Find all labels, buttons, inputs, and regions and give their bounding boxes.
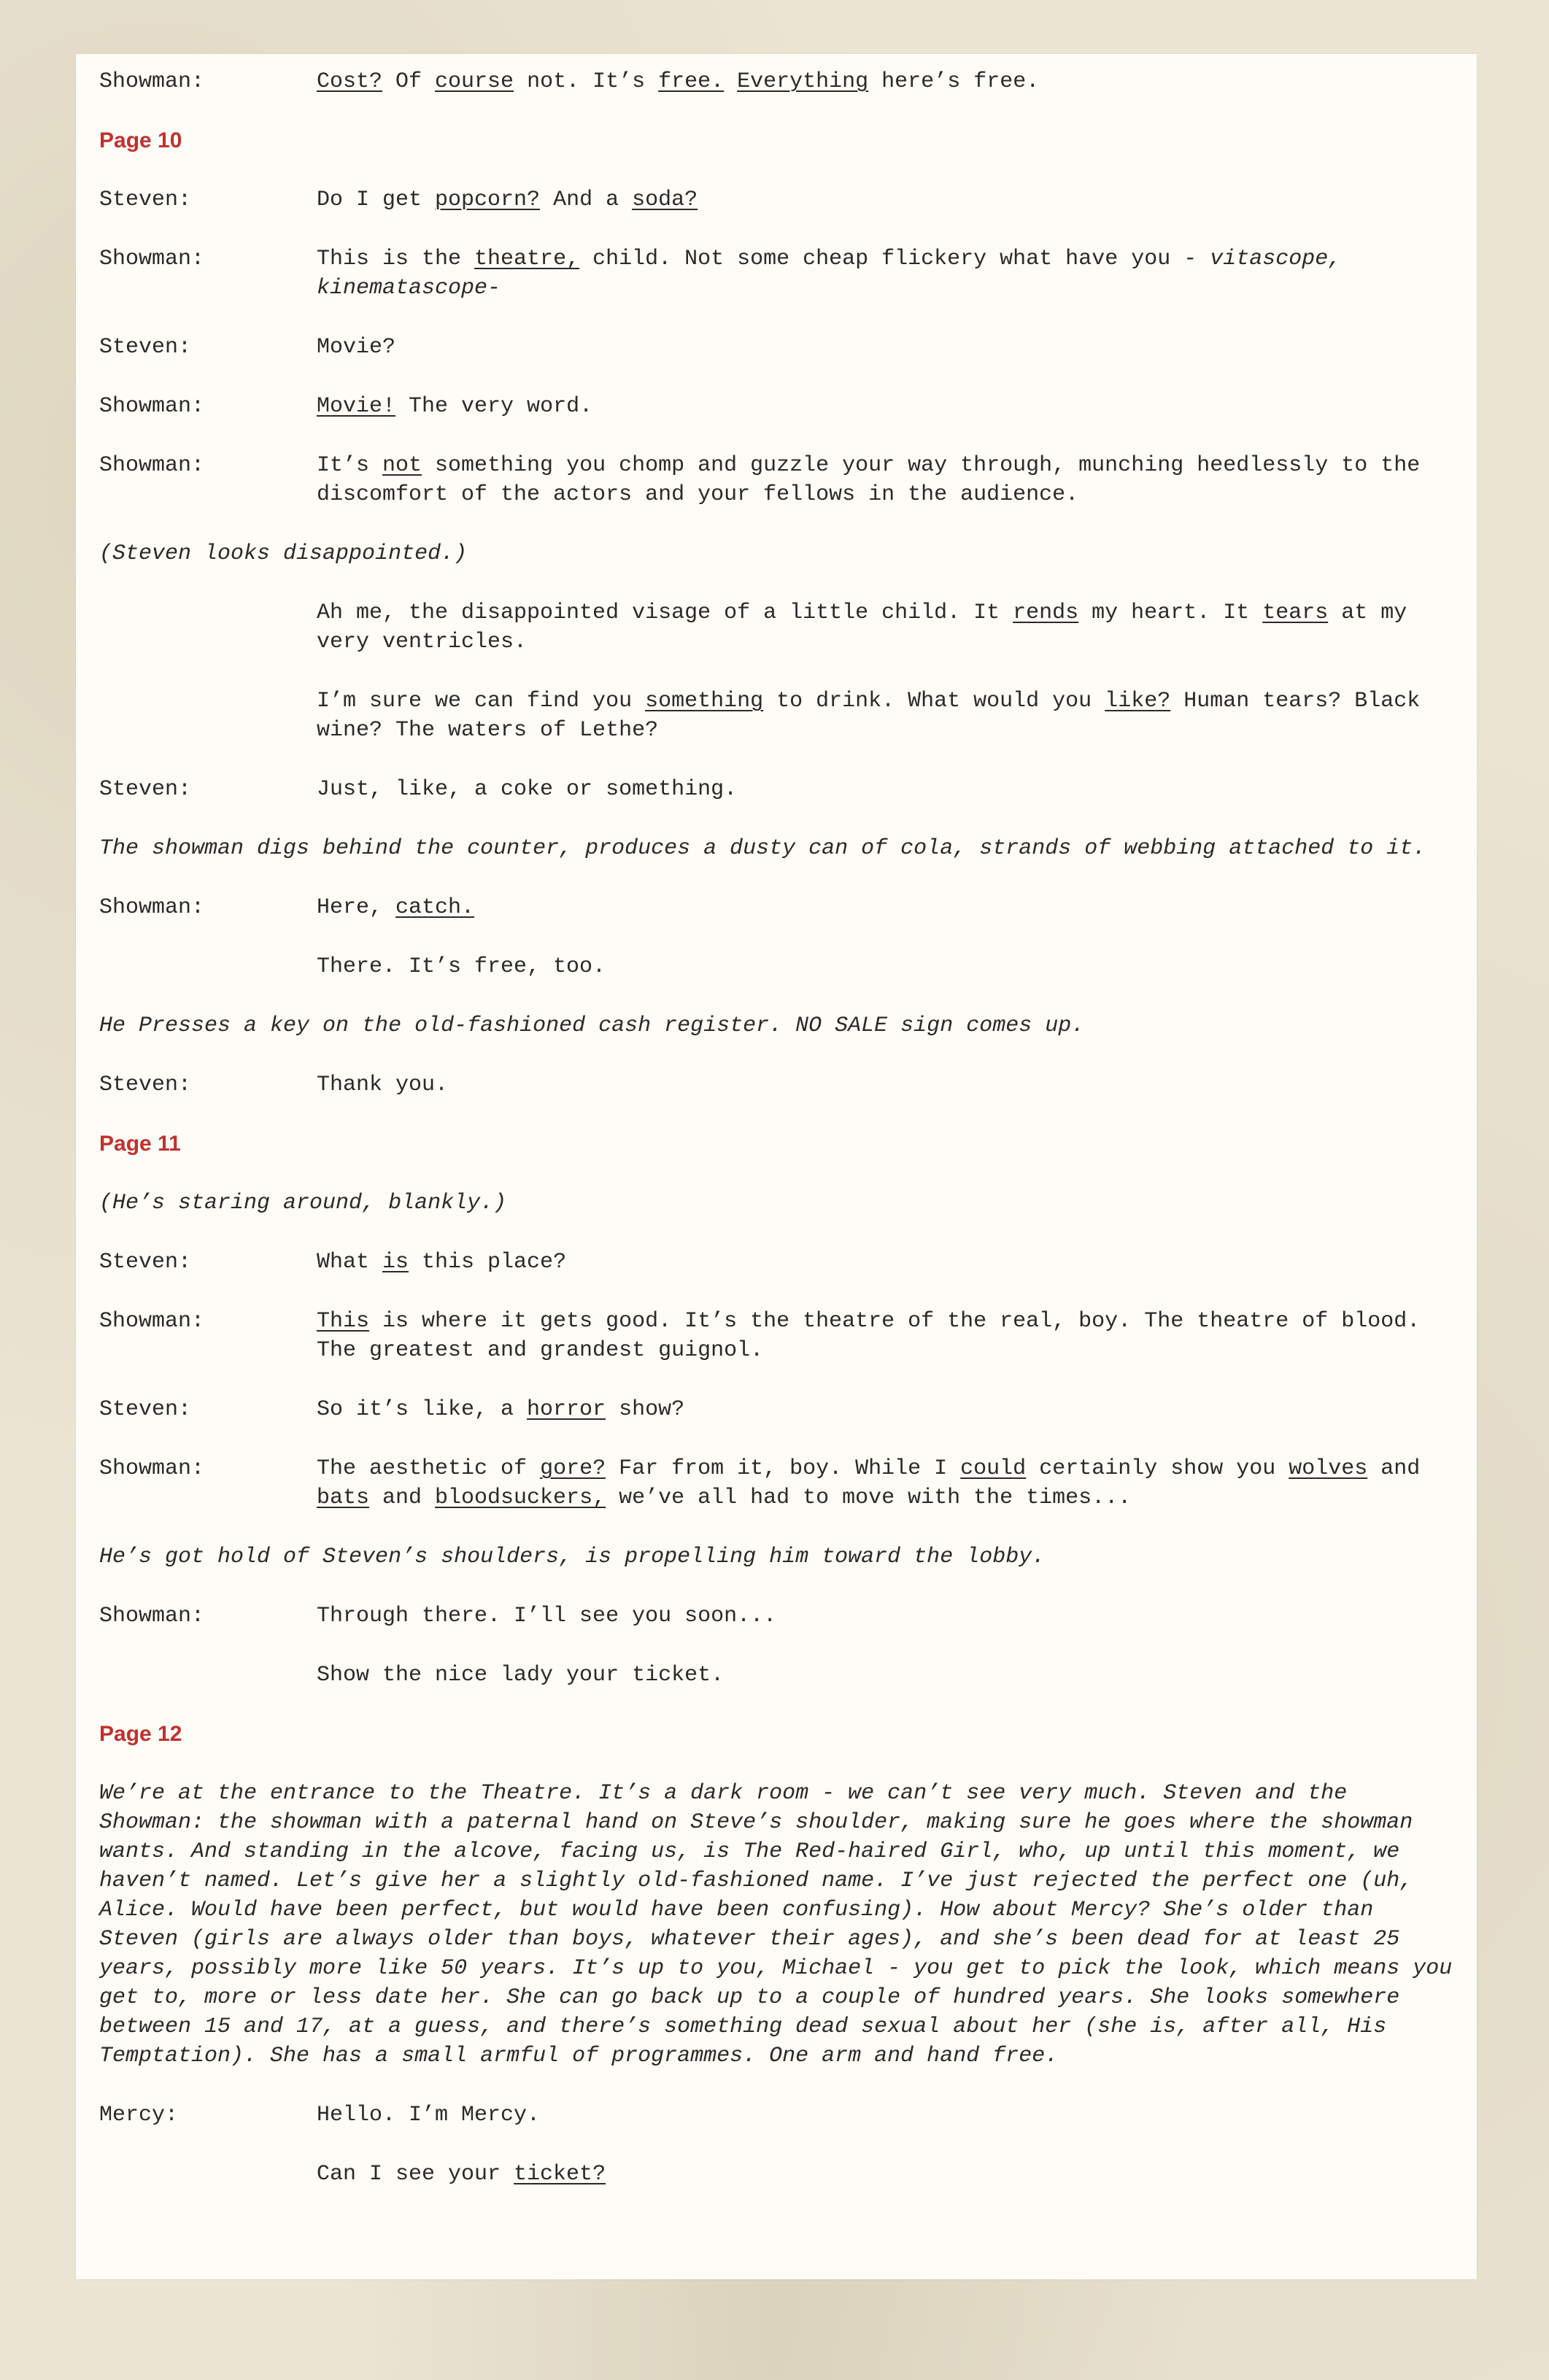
dialogue-text xyxy=(317,1454,1456,1512)
page-heading: Page 11 xyxy=(99,1132,181,1156)
speaker-name: Showman: xyxy=(99,1604,205,1628)
dialogue-line xyxy=(99,1307,1456,1365)
speaker-name: Steven: xyxy=(99,188,192,212)
underlined-text: ticket? xyxy=(514,2162,606,2187)
dialogue-text xyxy=(317,333,1456,362)
underlined-text: wolves xyxy=(1289,1456,1368,1481)
text-run: So it’s like, a xyxy=(317,1397,528,1422)
dialogue-continuation xyxy=(99,687,1456,745)
speaker-name: Steven: xyxy=(99,1073,192,1097)
speaker-name: Showman: xyxy=(99,1456,205,1481)
text-run xyxy=(724,69,737,94)
dialogue-continuation xyxy=(99,1661,1456,1690)
dialogue-text xyxy=(317,451,1456,509)
text-run: There. It’s free, too. xyxy=(317,954,606,979)
underlined-text: theatre, xyxy=(474,247,580,271)
speaker-name: Showman: xyxy=(99,453,205,478)
underlined-text: not xyxy=(382,453,422,478)
stage-direction: He Presses a key on the old-fashioned cash register. NO SALE sign comes up. xyxy=(99,1013,1085,1038)
text-run: to drink. What would you xyxy=(763,689,1105,714)
dialogue-text xyxy=(317,1307,1456,1365)
dialogue-text xyxy=(317,244,1456,303)
text-run: Here, xyxy=(317,895,396,920)
text-run: certainly show you xyxy=(1026,1456,1289,1481)
text-run: child. Not some cheap flickery what have you - xyxy=(579,247,1210,271)
dialogue-continuation xyxy=(99,2160,1456,2189)
speaker-name: Mercy: xyxy=(99,2103,179,2128)
underlined-text: horror xyxy=(527,1397,606,1422)
underlined-text: Movie! xyxy=(317,394,396,419)
text-run: Just, like, a coke or something. xyxy=(317,777,738,802)
stage-direction: The showman digs behind the counter, produces a dusty can of cola, strands of webbing attached to it. xyxy=(99,836,1426,861)
text-run: we’ve all had to move with the times... xyxy=(606,1485,1132,1510)
dialogue-text xyxy=(317,775,1456,804)
dialogue-line xyxy=(99,333,1456,362)
dialogue-text xyxy=(317,2101,1456,2130)
dialogue-text xyxy=(317,392,1456,421)
underlined-text: soda? xyxy=(632,188,698,212)
dialogue-line xyxy=(99,1070,1456,1100)
dialogue-line xyxy=(99,1248,1456,1277)
text-run: is where it gets good. It’s the theatre of the real, boy. The theatre of blood. The greatest and grandest guignol. xyxy=(317,1309,1421,1363)
dialogue-text xyxy=(317,185,1456,215)
dialogue-continuation xyxy=(99,952,1456,981)
speaker-name: Showman: xyxy=(99,895,205,920)
speaker-name: Showman: xyxy=(99,69,205,94)
text-run: show? xyxy=(606,1397,685,1422)
stage-direction: (Steven looks disappointed.) xyxy=(99,541,468,566)
speaker-name: Showman: xyxy=(99,247,205,271)
speaker-name: Steven: xyxy=(99,335,192,360)
speaker-name: Showman: xyxy=(99,394,205,419)
text-run: I’m sure we can find you xyxy=(317,689,646,714)
underlined-text: something xyxy=(645,689,764,714)
text-run: And a xyxy=(540,188,633,212)
underlined-text: course xyxy=(435,69,514,94)
text-run: and xyxy=(369,1485,436,1510)
dialogue-line xyxy=(99,67,1456,96)
dialogue-line xyxy=(99,392,1456,421)
underlined-text: free. xyxy=(658,69,725,94)
stage-direction: We’re at the entrance to the Theatre. It’s a dark room - we can’t see very much. Steven and the Showman: the showman with a paternal hand on Steve’s shoulder, making sure he goes where the showman wants. And standing in the alcove, facing us, is The Red-haired Girl, who, up until this moment, we haven’t named. Let’s give her a slightly old-fashioned name. I’ve just rejected the perfect one (uh, Alice. Would have been perfect, but would have been confusing). How about Mercy? She’s older than Steven (girls are always older than boys, whatever their ages), and she’s been dead for at least 25 years, possibly more like 50 years. It’s up to you, Michael - you get to pick the look, which means you get to, more or less date her. She can go back up to a couple of hundred years. She looks somewhere between 15 and 17, at a guess, and there’s something dead sexual about her (she is, after all, His Temptation). She has a small armful of programmes. One arm and hand free. xyxy=(99,1781,1453,2068)
underlined-text: tears xyxy=(1262,600,1329,625)
underlined-text: catch. xyxy=(395,895,475,920)
text-run: at my very ventricles. xyxy=(317,600,1407,654)
speaker-name: Steven: xyxy=(99,777,192,802)
underlined-text: Cost? xyxy=(317,69,383,94)
dialogue-line xyxy=(99,1395,1456,1424)
underlined-text: rends xyxy=(1013,600,1079,625)
dialogue-text xyxy=(317,893,1456,922)
text-run: Ah me, the disappointed visage of a little child. It xyxy=(317,600,1013,625)
text-run: Human tears? Black wine? The waters of Lethe? xyxy=(317,689,1421,743)
text-run: This is the xyxy=(317,247,475,271)
page-heading: Page 10 xyxy=(99,128,182,152)
underlined-text: Everything xyxy=(737,69,869,94)
dialogue-continuation xyxy=(99,598,1456,657)
text-run: Thank you. xyxy=(317,1073,449,1097)
text-run: What xyxy=(317,1250,383,1275)
stage-direction: He’s got hold of Steven’s shoulders, is propelling him toward the lobby. xyxy=(99,1545,1046,1569)
dialogue-text xyxy=(317,1070,1456,1100)
text-run: Through there. I’ll see you soon... xyxy=(317,1604,777,1628)
underlined-text: bats xyxy=(317,1485,370,1510)
underlined-text: gore? xyxy=(540,1456,606,1481)
underlined-text: bloodsuckers, xyxy=(435,1485,606,1510)
text-run: something you chomp and guzzle your way through, munching heedlessly to the discomfort of the actors and your fellows in the audience. xyxy=(317,453,1421,507)
dialogue-text xyxy=(317,1248,1456,1277)
speaker-name: Steven: xyxy=(99,1397,192,1422)
script-page xyxy=(76,54,1477,2279)
underlined-text: like? xyxy=(1105,689,1171,714)
dialogue-line xyxy=(99,1602,1456,1631)
dialogue-line xyxy=(99,893,1456,922)
text-run: vitascope, kinematascope- xyxy=(317,247,1342,301)
dialogue-line xyxy=(99,451,1456,509)
dialogue-text xyxy=(317,1602,1456,1631)
underlined-text: could xyxy=(960,1456,1027,1481)
dialogue-line xyxy=(99,185,1456,215)
underlined-text: popcorn? xyxy=(435,188,541,212)
text-run: Of xyxy=(382,69,436,94)
dialogue-line xyxy=(99,775,1456,804)
text-run: The very word. xyxy=(395,394,593,419)
text-run: Show the nice lady your ticket. xyxy=(317,1663,725,1688)
text-run: It’s xyxy=(317,453,383,478)
dialogue-line xyxy=(99,244,1456,303)
text-run: Do I get xyxy=(317,188,436,212)
text-run: this place? xyxy=(409,1250,567,1275)
text-run: Can I see your xyxy=(317,2162,514,2187)
script-content xyxy=(99,67,1456,2219)
text-run: Hello. I’m Mercy. xyxy=(317,2103,541,2128)
underlined-text: is xyxy=(382,1250,409,1275)
page-heading: Page 12 xyxy=(99,1722,182,1746)
text-run: here’s free. xyxy=(868,69,1040,94)
text-run: Far from it, boy. While I xyxy=(606,1456,961,1481)
text-run: my heart. It xyxy=(1078,600,1263,625)
speaker-name: Showman: xyxy=(99,1309,205,1334)
dialogue-line xyxy=(99,1454,1456,1512)
speaker-name: Steven: xyxy=(99,1250,192,1275)
stage-direction: (He’s staring around, blankly.) xyxy=(99,1191,507,1216)
dialogue-text xyxy=(317,67,1456,96)
dialogue-line xyxy=(99,2101,1456,2130)
underlined-text: This xyxy=(317,1309,370,1334)
text-run: not. It’s xyxy=(514,69,659,94)
text-run: Movie? xyxy=(317,335,396,360)
dialogue-text xyxy=(317,1395,1456,1424)
text-run: The aesthetic of xyxy=(317,1456,541,1481)
text-run: and xyxy=(1367,1456,1421,1481)
